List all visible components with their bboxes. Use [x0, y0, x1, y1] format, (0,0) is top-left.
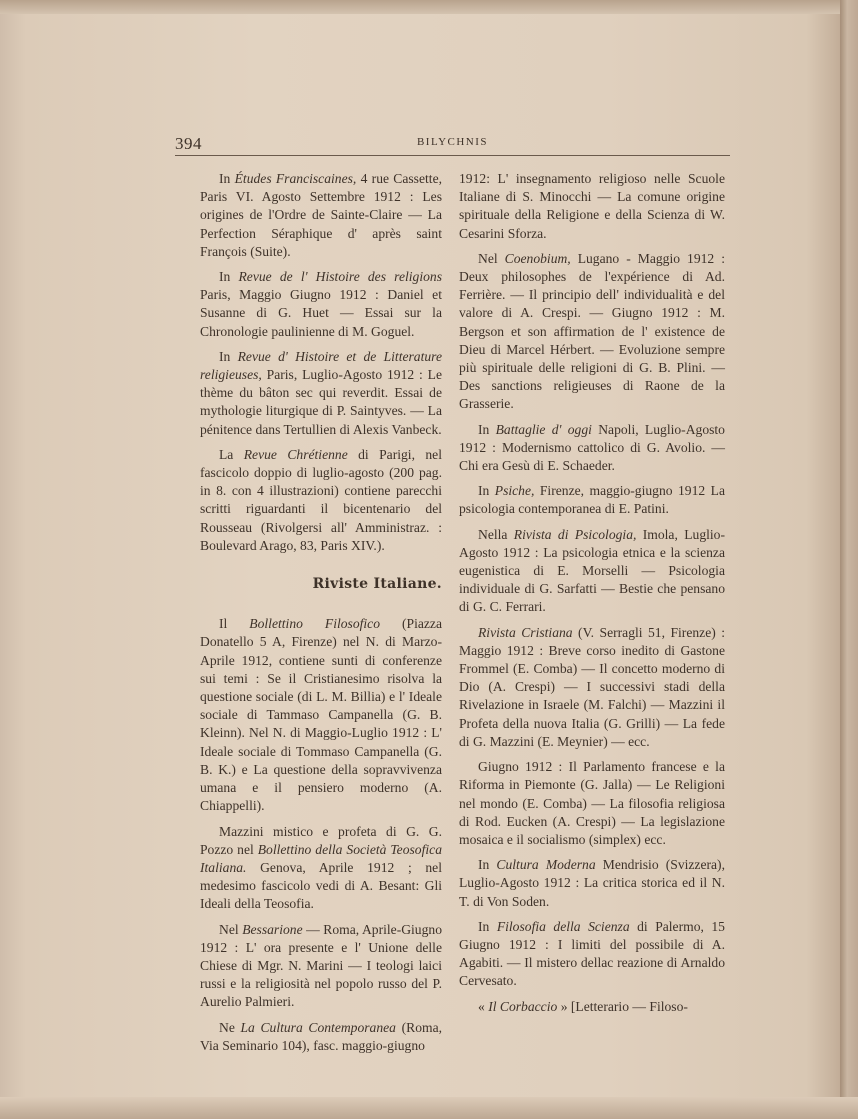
text: Paris, Maggio Giugno 1912 : Daniel et Susanne di G. Huet — Essai sur la Chronologie paulinienne di M. Goguel. [200, 287, 442, 339]
paragraph-psiche [459, 482, 725, 518]
paragraph-giugno [459, 758, 725, 849]
paragraph-filosofia-scienza [459, 918, 725, 991]
running-title: BILYCHNIS [416, 136, 489, 148]
text: In [219, 269, 239, 285]
text: In [478, 918, 497, 934]
paragraph-rivista-psicologia [459, 526, 725, 617]
paragraph-revue-histoire-litterature [200, 348, 442, 439]
text: (Piazza Donatello 5 A, Firenze) nel N. di Marzo-Aprile 1912, contiene sunti di conferenze sui temi : Se il Cristianesimo risolva la questione sociale (di L. M. Billia) e l' Ideale sociale di Tammaso Campanella (G. B. Kleinn). Nel N. di Maggio-Luglio 1912 : L' Ideale sociale di Tommaso Campanella (G. B. K.) e La questione della sopravvivenza umana e il pensiero moderno (A. Chiappelli). [200, 616, 442, 814]
paragraph-mazzini-mistico [200, 823, 442, 914]
text: Nel [219, 921, 243, 937]
text: 4 rue Cassette, Paris VI. Agosto Settembre 1912 : Les origines de l'Ordre de Sainte-Claire — La Perfection Séraphique d' après saint François (Suite). [200, 171, 442, 259]
paragraph-battaglie-oggi [459, 421, 725, 476]
text: Mendrisio (Svizzera), Luglio-Agosto 1912 : La critica storica ed il N. T. di Von Soden. [459, 857, 725, 909]
next-page-edge [840, 0, 858, 1119]
text: In [478, 857, 497, 873]
text: In [219, 171, 235, 186]
paragraph-coenobium [459, 250, 725, 414]
journal-title: Bollettino della Società Teosofica Italiana. [200, 841, 442, 875]
paragraph-rivista-cristiana [459, 624, 725, 751]
journal-title: Battaglie d' oggi [495, 421, 592, 437]
journal-title: Revue de l' Histoire des religions [238, 269, 442, 285]
journal-title: Rivista di Psicologia, [513, 526, 637, 542]
text: Genova, Aprile 1912 ; nel medesimo fascicolo vedi di A. Besant: Gli Ideali della Teosofia. [200, 859, 442, 912]
text: Nel [478, 250, 505, 266]
text: La [219, 446, 244, 462]
text: Giugno 1912 : Il Parlamento francese e la Riforma in Piemonte (G. Jalla) — Le Religioni nel mondo (E. Comba) — La filosofia religiosa di Rod. Eucken (A. Crespi) — La legislazione mosaica e il socialismo (simplex) ecc. [459, 759, 725, 847]
page-number: 394 [175, 134, 202, 153]
journal-title: La Cultura Contemporanea [240, 1019, 396, 1035]
text: Napoli, Luglio-Agosto 1912 : Modernismo cattolico di G. Avolio. — Chi era Gesù di E. Schaeder. [459, 421, 725, 474]
left-column [200, 170, 442, 1062]
paragraph-corbaccio [459, 998, 725, 1016]
text: (Roma, Via Seminario 104), fasc. maggio-giugno [200, 1019, 443, 1053]
text: In [219, 348, 238, 364]
paragraph-bessarione [200, 921, 442, 1012]
text: Nella [478, 526, 514, 542]
paragraph-continuation [459, 170, 725, 243]
journal-title: Revue Chrétienne [243, 446, 348, 462]
text: In [478, 483, 495, 499]
text: Firenze, maggio-giugno 1912 La psicologia contemporanea di E. Patini. [459, 483, 725, 517]
text: « [478, 998, 489, 1014]
paragraph-cultura-contemporanea [200, 1019, 442, 1055]
journal-title: Filosofia della Scienza [496, 918, 630, 934]
paragraph-revue-chretienne [200, 446, 442, 555]
header-rule [175, 155, 730, 156]
text: Il [219, 616, 250, 632]
text: Ne [219, 1019, 241, 1035]
section-heading: Riviste Italiane. [312, 576, 442, 593]
text: — Roma, Aprile-Giugno 1912 : L' ora presente e l' Unione delle Chiese di Mgr. N. Marini — I teologi laici russi e la religiosità nel popolo russo del P. Aurelio Palmieri. [200, 921, 442, 1010]
paragraph-cultura-moderna [459, 856, 725, 911]
page-header [175, 132, 730, 156]
journal-title: Coenobium, [504, 250, 571, 266]
paragraph-etudes-franciscaines [200, 170, 442, 261]
text: 1912: L' insegnamento religioso nelle Scuole Italiane di S. Minocchi — La comune origine spirituale della Religione e della Scienza di W. Cesarini Sforza. [459, 171, 725, 241]
text: Imola, Luglio-Agosto 1912 : La psicologia etnica e la scienza eugenistica di E. Morselli — Psicologia individuale di G. Sarfatti — Bestie che pensano di G. C. Ferrari. [459, 526, 725, 615]
text: Lugano - Maggio 1912 : Deux philosophes de l'expérience di Ad. Ferrière. — Il principio dell' individualità e del valore di A. Crespi. — Giugno 1912 : M. Bergson et son affirmation de l' existence de Dieu di Marcel Hérbert. — Evoluzione sempre più spirituale delle religioni di G. B. Plini. — Des sanctions religieuses di Raone de la Grasserie. [459, 250, 725, 412]
journal-title: Cultura Moderna [496, 857, 596, 873]
journal-title: Psiche, [494, 483, 535, 499]
journal-title: Rivista Cristiana [478, 624, 573, 640]
text: In [478, 421, 496, 437]
right-column [459, 170, 725, 1023]
journal-title: Bollettino Filosofico [249, 616, 381, 632]
journal-title: Bessarione [242, 921, 303, 937]
journal-title: Revue d' Histoire et de Litterature religieuses, [200, 348, 442, 383]
paragraph-revue-histoire-religions [200, 268, 442, 341]
text: di Palermo, 15 Giugno 1912 : I limiti del possibile di A. Agabiti. — Il mistero dellac reazione di Arnaldo Cervesato. [459, 918, 725, 989]
text: Paris, Luglio-Agosto 1912 : Le thème du bâton sec qui reverdit. Essai de mythologie liturgique di P. Saintyves. — La pénitence dans Tertullien di Alexis Vanbeck. [200, 367, 442, 437]
journal-title: Études Franciscaines, [234, 171, 357, 186]
text: » [Letterario — Filoso- [557, 998, 688, 1014]
text: (V. Serragli 51, Firenze) : Maggio 1912 : Breve corso inedito di Gastone Frommel (E. Comba) — Il concetto moderno di Dio (A. Crespi) — I successivi stadi della Rivelazione in Israele (M. Falchi) — Mazzini il Profeta della nuova Italia (G. Grilli) — La fede di G. Mazzini (E. Meynier) — ecc. [459, 624, 725, 749]
text: di Parigi, nel fascicolo doppio di luglio-agosto (200 pag. in 8. con 4 illustrazioni) contiene parecchi scritti riguardanti il bicentenario del Rousseau (Rivolgersi all' Amministraz. : Boulevard Arago, 83, Paris XIV.). [200, 446, 442, 553]
text: Mazzini mistico e profeta di G. G. Pozzo nel [200, 823, 442, 857]
journal-title: Il Corbaccio [488, 998, 558, 1014]
paragraph-bollettino-filosofico [200, 615, 442, 815]
